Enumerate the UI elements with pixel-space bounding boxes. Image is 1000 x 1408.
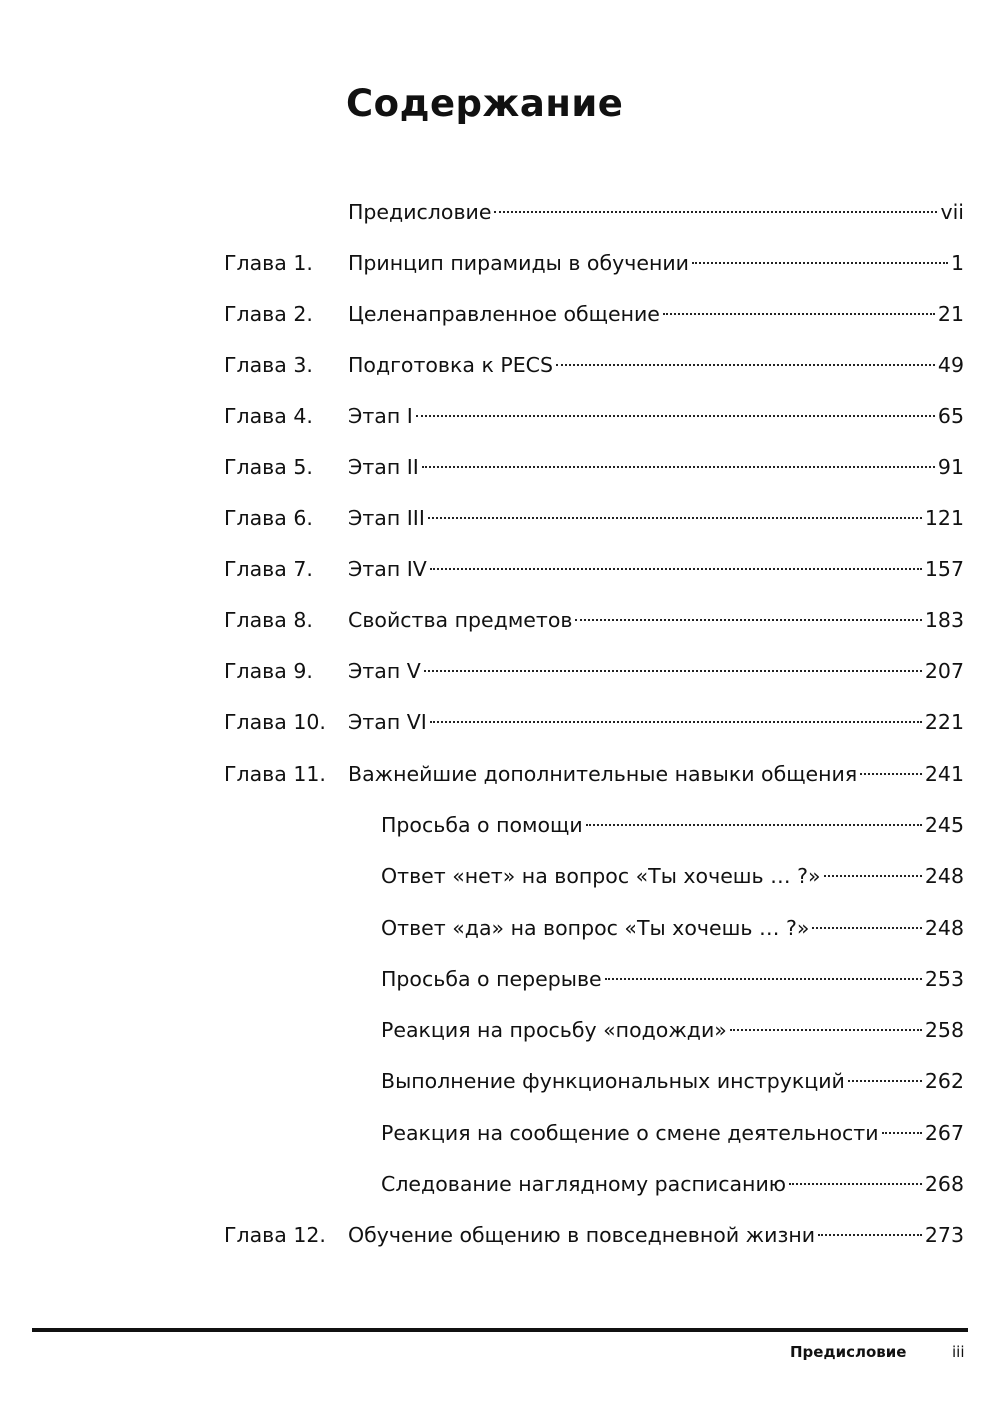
toc-row[interactable] <box>0 1167 1000 1201</box>
dot-leader <box>494 211 937 213</box>
toc-title: Реакция на сообщение о смене деятельности <box>381 1121 879 1145</box>
dot-leader <box>882 1132 922 1134</box>
toc-subentry <box>381 859 964 893</box>
toc-row[interactable] <box>0 962 1000 996</box>
toc-title: Выполнение функциональных инструкций <box>381 1069 845 1093</box>
toc-page-number: 207 <box>924 659 964 683</box>
toc-page-number: 121 <box>924 506 964 530</box>
toc-entry <box>348 450 964 484</box>
toc-row[interactable] <box>0 808 1000 842</box>
toc-subentry <box>381 911 964 945</box>
toc-page-number: 248 <box>924 864 964 888</box>
toc-chapter-label: Глава 4. <box>224 404 313 428</box>
footer-section-label: Предисловие <box>790 1343 907 1361</box>
page-title: Содержание <box>346 82 624 125</box>
toc-page-number: 248 <box>924 916 964 940</box>
toc-page-number: 267 <box>924 1121 964 1145</box>
toc-title: Реакция на просьбу «подожди» <box>381 1018 727 1042</box>
toc-row[interactable] <box>0 654 1000 688</box>
toc-chapter-label: Глава 3. <box>224 353 313 377</box>
toc-row[interactable] <box>0 757 1000 791</box>
toc-title: Целенаправленное общение <box>348 302 660 326</box>
dot-leader <box>428 517 922 519</box>
toc-title: Ответ «нет» на вопрос «Ты хочешь … ?» <box>381 864 821 888</box>
toc-row[interactable] <box>0 911 1000 945</box>
toc-entry <box>348 1218 964 1252</box>
toc-entry <box>348 348 964 382</box>
dot-leader <box>605 978 922 980</box>
toc-page-number: 262 <box>924 1069 964 1093</box>
toc-title: Ответ «да» на вопрос «Ты хочешь … ?» <box>381 916 810 940</box>
toc-page-number: 253 <box>924 967 964 991</box>
dot-leader <box>575 619 921 621</box>
toc-subentry <box>381 1064 964 1098</box>
toc-subentry <box>381 1167 964 1201</box>
dot-leader <box>824 875 922 877</box>
toc-page-number: 258 <box>924 1018 964 1042</box>
toc-page-number: 221 <box>924 710 964 734</box>
toc-row[interactable] <box>0 1218 1000 1252</box>
dot-leader <box>424 670 922 672</box>
toc-row[interactable] <box>0 1116 1000 1150</box>
toc-entry <box>348 195 964 229</box>
toc-page-number: 183 <box>924 608 964 632</box>
toc-entry <box>348 705 964 739</box>
toc-page-number: 273 <box>924 1223 964 1247</box>
toc-chapter-label: Глава 11. <box>224 762 326 786</box>
toc-page-number: 91 <box>937 455 964 479</box>
toc-title: Подготовка к PECS <box>348 353 554 377</box>
toc-title: Этап IV <box>348 557 427 581</box>
toc-row[interactable] <box>0 195 1000 229</box>
toc-title: Принцип пирамиды в обучении <box>348 251 690 275</box>
toc-entry <box>348 246 964 280</box>
dot-leader <box>848 1080 922 1082</box>
toc-row[interactable] <box>0 705 1000 739</box>
toc-title: Предисловие <box>348 200 492 224</box>
toc-subentry <box>381 1116 964 1150</box>
toc-title: Этап II <box>348 455 419 479</box>
toc-row[interactable] <box>0 1013 1000 1047</box>
toc-page-number: 241 <box>924 762 964 786</box>
dot-leader <box>556 364 935 366</box>
dot-leader <box>789 1183 922 1185</box>
toc-chapter-label: Глава 12. <box>224 1223 326 1247</box>
toc-page-number: 65 <box>937 404 964 428</box>
toc-chapter-label: Глава 6. <box>224 506 313 530</box>
toc-title: Этап VI <box>348 710 427 734</box>
toc-entry <box>348 757 964 791</box>
dot-leader <box>586 824 922 826</box>
toc-subentry <box>381 962 964 996</box>
toc-title: Просьба о перерыве <box>381 967 602 991</box>
dot-leader <box>430 568 922 570</box>
toc-chapter-label: Глава 8. <box>224 608 313 632</box>
toc-title: Важнейшие дополнительные навыки общения <box>348 762 858 786</box>
toc-chapter-label: Глава 10. <box>224 710 326 734</box>
footer-divider <box>32 1328 968 1332</box>
dot-leader <box>422 466 935 468</box>
toc-page-number: 157 <box>924 557 964 581</box>
toc-row[interactable] <box>0 552 1000 586</box>
toc-chapter-label: Глава 1. <box>224 251 313 275</box>
footer-page-number: iii <box>952 1343 965 1361</box>
toc-page-number: vii <box>940 200 964 224</box>
dot-leader <box>818 1234 922 1236</box>
dot-leader <box>692 262 948 264</box>
toc-row[interactable] <box>0 603 1000 637</box>
toc-title: Этап V <box>348 659 421 683</box>
toc-entry <box>348 501 964 535</box>
toc-title: Свойства предметов <box>348 608 573 632</box>
toc-title: Следование наглядному расписанию <box>381 1172 787 1196</box>
toc-page-number: 1 <box>950 251 964 275</box>
toc-title: Этап I <box>348 404 413 428</box>
toc-entry <box>348 297 964 331</box>
toc-row[interactable] <box>0 450 1000 484</box>
toc-title: Этап III <box>348 506 425 530</box>
toc-row[interactable] <box>0 348 1000 382</box>
toc-title: Обучение общению в повседневной жизни <box>348 1223 816 1247</box>
toc-entry <box>348 654 964 688</box>
toc-chapter-label: Глава 9. <box>224 659 313 683</box>
toc-row[interactable] <box>0 297 1000 331</box>
toc-row[interactable] <box>0 1064 1000 1098</box>
toc-row[interactable] <box>0 501 1000 535</box>
dot-leader <box>663 313 935 315</box>
toc-entry <box>348 603 964 637</box>
dot-leader <box>430 721 922 723</box>
toc-row[interactable] <box>0 399 1000 433</box>
toc-row[interactable] <box>0 246 1000 280</box>
toc-page-number: 21 <box>937 302 964 326</box>
toc-subentry <box>381 808 964 842</box>
toc-chapter-label: Глава 2. <box>224 302 313 326</box>
toc-row[interactable] <box>0 859 1000 893</box>
dot-leader <box>860 773 922 775</box>
toc-page-number: 49 <box>937 353 964 377</box>
toc-title: Просьба о помощи <box>381 813 583 837</box>
toc-chapter-label: Глава 7. <box>224 557 313 581</box>
dot-leader <box>416 415 935 417</box>
toc-page-number: 245 <box>924 813 964 837</box>
toc-entry <box>348 399 964 433</box>
toc-chapter-label: Глава 5. <box>224 455 313 479</box>
toc-page-number: 268 <box>924 1172 964 1196</box>
toc-entry <box>348 552 964 586</box>
toc-subentry <box>381 1013 964 1047</box>
dot-leader <box>730 1029 922 1031</box>
dot-leader <box>812 927 921 929</box>
